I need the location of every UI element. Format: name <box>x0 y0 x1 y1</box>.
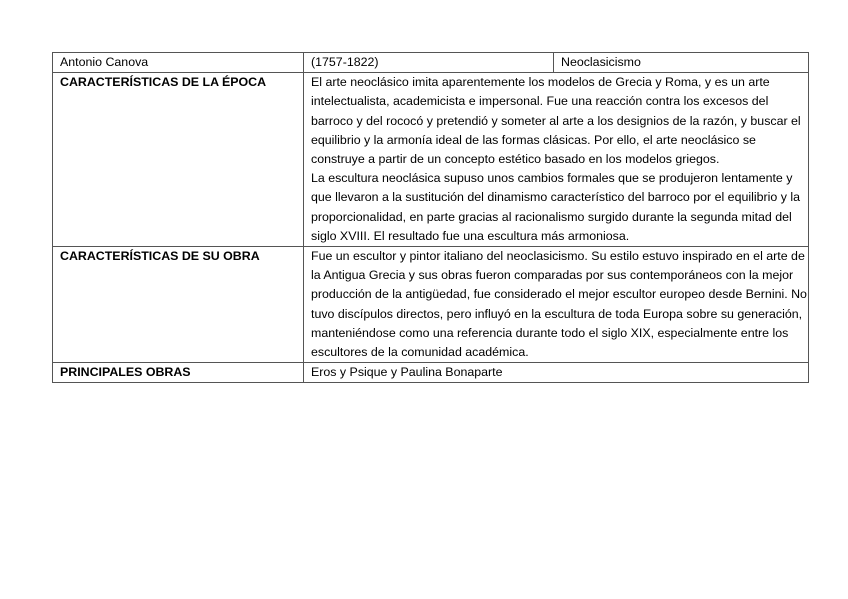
row-label-epoch: CARACTERÍSTICAS DE LA ÉPOCA <box>53 73 304 247</box>
art-movement-cell: Neoclasicismo <box>554 53 809 73</box>
row-label-main-works: PRINCIPALES OBRAS <box>53 363 304 383</box>
table-row <box>53 363 809 383</box>
row-content-epoch <box>304 73 809 247</box>
artist-info-table <box>52 52 809 383</box>
table-header-row <box>53 53 809 73</box>
artist-name-cell: Antonio Canova <box>53 53 304 73</box>
epoch-paragraph-2: La escultura neoclásica supuso unos cambios formales que se produjeron lentamente y que llevaron a la sustitución del dinamismo característico del barroco por el equilibrio y la proporcionalidad, en parte gracias al racionalismo surgido durante la segunda mitad del siglo XVIII. El resultado fue una escultura más armoniosa. <box>311 171 800 243</box>
row-label-work: CARACTERÍSTICAS DE SU OBRA <box>53 247 304 363</box>
work-paragraph-1: Fue un escultor y pintor italiano del neoclasicismo. Su estilo estuvo inspirado en el arte de la Antigua Grecia y sus obras fueron comparadas por sus contemporáneos con la mejor producción de la antigüedad, fue considerado el mejor escultor europeo desde Bernini. No tuvo discípulos directos, pero influyó en la escultura de toda Europa sobre su generación, manteniéndose como una referencia durante todo el siglo XIX, especialmente entre los escultores de la comunidad académica. <box>311 249 807 360</box>
epoch-paragraph-1: El arte neoclásico imita aparentemente los modelos de Grecia y Roma, y es un arte intelectualista, academicista e impersonal. Fue una reacción contra los excesos del barroco y del rococó y pretendió y someter al arte a los designios de la razón, y buscar el equilibrio y la armonía ideal de las formas clásicas. Por ello, el arte neoclásico se construye a partir de un concepto estético basado en los modelos griegos. <box>311 75 801 167</box>
table-row <box>53 73 809 247</box>
main-works-text: Eros y Psique y Paulina Bonaparte <box>311 365 503 380</box>
table-row <box>53 247 809 363</box>
artist-dates-cell: (1757-1822) <box>304 53 554 73</box>
row-content-main-works <box>304 363 809 383</box>
row-content-work <box>304 247 809 363</box>
